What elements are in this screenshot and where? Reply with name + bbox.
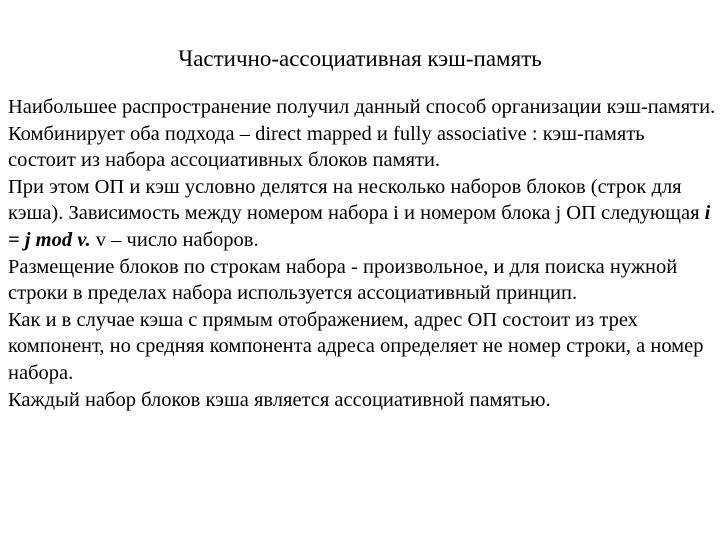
paragraph-associative-set: Каждый набор блоков кэша является ассоциативной памятью. <box>8 388 551 411</box>
paragraph-set-division <box>8 174 716 254</box>
paragraph-intro: Наибольшее распространение получил данный способ организации кэш-памяти. Комбинирует оба подхода – direct mapped и fully associative : кэш-память состоит из набора ассоциативных блоков памяти. <box>8 96 716 172</box>
slide-body <box>8 94 716 413</box>
paragraph-set-division-lead: При этом ОП и кэш условно делятся на несколько наборов блоков (строк для кэша). Зависимость между номером набора i и номером блока j ОП следующая <box>8 175 705 225</box>
paragraph-placement: Размещение блоков по строкам набора - произвольное, и для поиска нужной строки в пределах набора используется ассоциативный принцип. <box>8 255 678 305</box>
mapping-formula: i = j mod v. <box>8 202 711 251</box>
paragraph-set-division-tail: v – число наборов. <box>90 228 259 251</box>
paragraph-address: Как и в случае кэша с прямым отображением, адрес ОП состоит из трех компонент, но средняя компонента адреса определяет не номер строки, а номер набора. <box>8 308 704 384</box>
slide-title: Частично-ассоциативная кэш-память <box>178 46 542 71</box>
